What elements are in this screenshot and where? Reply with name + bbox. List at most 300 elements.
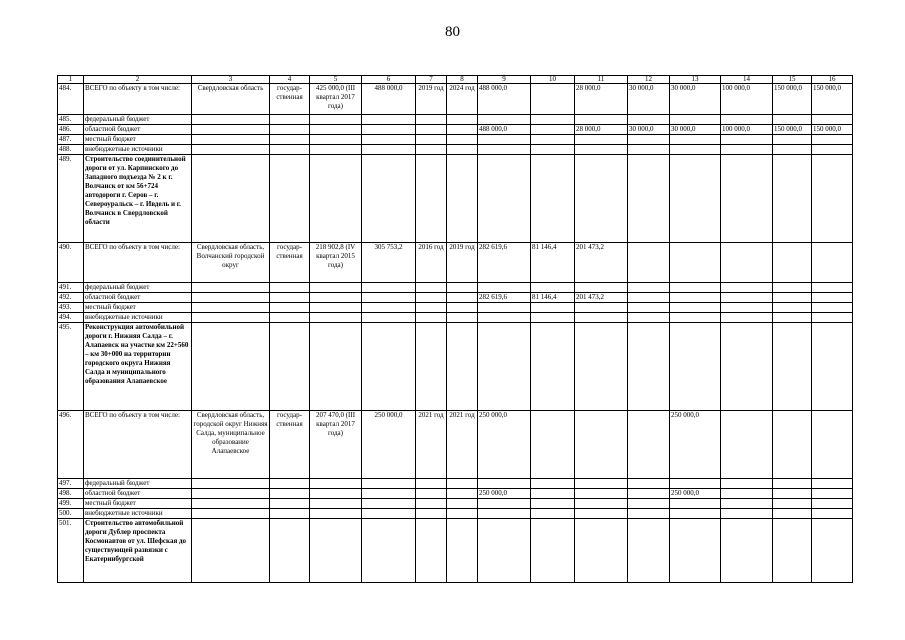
table-cell — [270, 479, 310, 489]
column-number-row — [58, 76, 853, 84]
table-cell — [773, 115, 812, 125]
table-cell — [628, 323, 670, 411]
table-cell — [416, 509, 447, 519]
table-cell — [670, 479, 721, 489]
table-cell — [270, 499, 310, 509]
table-cell — [192, 303, 270, 313]
table-cell — [270, 509, 310, 519]
table-cell: 250 000,0 — [478, 489, 531, 499]
table-cell — [192, 145, 270, 155]
row-name: внебюджетные источники — [84, 145, 192, 155]
table-cell — [812, 283, 853, 293]
row-name: Строительство соединительной дороги от ул. Карпинского до Западного подъезда № 2 к г. Волчанск от км 56+724 автодороги г. Серов – г. Североуральск – г. Ивдель и г. Волчанск в Свердловской области — [84, 155, 192, 243]
table-cell — [416, 479, 447, 489]
table-cell — [531, 145, 575, 155]
row-number: 487. — [58, 135, 84, 145]
table-cell — [531, 135, 575, 145]
table-cell — [575, 283, 628, 293]
table-cell — [531, 411, 575, 479]
row-name: ВСЕГО по объекту в том числе: — [84, 243, 192, 283]
table-cell: 2021 год — [416, 411, 447, 479]
table-cell — [447, 293, 478, 303]
table-row — [58, 303, 853, 313]
table-cell — [362, 323, 416, 411]
table-cell: 250 000,0 — [478, 411, 531, 479]
table-cell — [531, 84, 575, 115]
table-cell — [773, 499, 812, 509]
table-cell — [416, 125, 447, 135]
table-cell — [721, 323, 773, 411]
table-cell — [628, 313, 670, 323]
table-row — [58, 499, 853, 509]
table-row — [58, 135, 853, 145]
table-row — [58, 115, 853, 125]
table-cell — [670, 135, 721, 145]
table-cell — [192, 155, 270, 243]
row-number: 486. — [58, 125, 84, 135]
table-cell — [310, 135, 362, 145]
table-cell — [812, 489, 853, 499]
table-cell — [628, 489, 670, 499]
table-cell — [628, 411, 670, 479]
table-cell — [270, 155, 310, 243]
table-cell — [628, 115, 670, 125]
column-header: 16 — [812, 76, 853, 84]
table-cell — [721, 283, 773, 293]
table-cell — [812, 155, 853, 243]
row-name: областной бюджет — [84, 293, 192, 303]
table-cell — [478, 135, 531, 145]
table-cell — [416, 145, 447, 155]
table-cell — [416, 313, 447, 323]
table-cell — [531, 323, 575, 411]
table-cell — [721, 411, 773, 479]
table-cell — [310, 115, 362, 125]
table-cell: 2016 год — [416, 243, 447, 283]
table-cell — [628, 519, 670, 583]
table-cell — [575, 509, 628, 519]
table-cell — [670, 115, 721, 125]
table-cell — [270, 293, 310, 303]
table-cell — [310, 303, 362, 313]
table-cell: 201 473,2 — [575, 293, 628, 303]
table-cell — [192, 283, 270, 293]
table-cell — [670, 519, 721, 583]
table-cell — [192, 313, 270, 323]
table-cell — [447, 115, 478, 125]
table-cell — [531, 303, 575, 313]
table-cell — [416, 293, 447, 303]
table-cell — [478, 509, 531, 519]
table-cell — [270, 135, 310, 145]
row-name: федеральный бюджет — [84, 115, 192, 125]
table-cell — [670, 293, 721, 303]
table-cell — [721, 145, 773, 155]
table-cell — [721, 135, 773, 145]
table-cell — [416, 303, 447, 313]
table-cell — [531, 519, 575, 583]
table-cell: 150 000,0 — [773, 84, 812, 115]
table-cell — [721, 293, 773, 303]
table-cell — [812, 145, 853, 155]
column-header: 5 — [310, 76, 362, 84]
table-cell: 30 000,0 — [670, 84, 721, 115]
column-header: 1 — [58, 76, 84, 84]
table-cell — [721, 519, 773, 583]
table-cell — [773, 293, 812, 303]
table-cell: 488 000,0 — [362, 84, 416, 115]
table-cell — [270, 323, 310, 411]
table-cell: 150 000,0 — [812, 125, 853, 135]
table-cell: государ-ственная — [270, 411, 310, 479]
table-cell — [270, 313, 310, 323]
table-cell — [531, 489, 575, 499]
table-cell — [812, 499, 853, 509]
table-cell — [628, 499, 670, 509]
table-cell — [362, 519, 416, 583]
table-cell — [270, 519, 310, 583]
column-header: 8 — [447, 76, 478, 84]
row-number: 499. — [58, 499, 84, 509]
table-cell — [362, 509, 416, 519]
table-cell — [478, 323, 531, 411]
table-cell — [575, 115, 628, 125]
table-cell — [721, 115, 773, 125]
table-cell — [575, 135, 628, 145]
table-cell — [192, 125, 270, 135]
row-name: Строительство автомобильной дороги Дублер проспекта Космонавтов от ул. Шефская до существующей развязки с Екатеринбургской — [84, 519, 192, 583]
table-cell — [447, 489, 478, 499]
table-cell — [531, 155, 575, 243]
table-row — [58, 125, 853, 135]
table-cell — [447, 145, 478, 155]
table-cell — [310, 509, 362, 519]
table-cell — [270, 303, 310, 313]
table-cell — [416, 115, 447, 125]
row-name: местный бюджет — [84, 135, 192, 145]
table-cell: 150 000,0 — [812, 84, 853, 115]
column-header: 7 — [416, 76, 447, 84]
column-header: 11 — [575, 76, 628, 84]
column-header: 3 — [192, 76, 270, 84]
table-cell: Свердловская область, Волчанский городской округ — [192, 243, 270, 283]
table-cell — [812, 293, 853, 303]
table-cell — [531, 479, 575, 489]
table-cell — [812, 115, 853, 125]
table-cell — [628, 145, 670, 155]
table-cell — [628, 303, 670, 313]
table-cell: 30 000,0 — [628, 84, 670, 115]
table-cell — [478, 519, 531, 583]
table-cell: 218 902,8 (IV квартал 2015 года) — [310, 243, 362, 283]
table-row — [58, 489, 853, 499]
table-cell — [310, 479, 362, 489]
page-number: 80 — [445, 24, 460, 40]
table-cell — [416, 155, 447, 243]
table-cell — [362, 155, 416, 243]
table-cell — [362, 145, 416, 155]
table-cell — [670, 283, 721, 293]
row-number: 488. — [58, 145, 84, 155]
row-name: внебюджетные источники — [84, 313, 192, 323]
table-cell — [812, 303, 853, 313]
table-cell — [416, 323, 447, 411]
row-name: федеральный бюджет — [84, 283, 192, 293]
table-cell — [478, 479, 531, 489]
table-cell — [192, 135, 270, 145]
table-cell — [773, 489, 812, 499]
row-name: местный бюджет — [84, 499, 192, 509]
table-cell — [812, 323, 853, 411]
table-cell — [773, 145, 812, 155]
column-header: 9 — [478, 76, 531, 84]
table-cell — [721, 243, 773, 283]
table-cell — [447, 283, 478, 293]
table-cell — [310, 155, 362, 243]
table-cell — [670, 145, 721, 155]
table-cell: 250 000,0 — [670, 411, 721, 479]
table-cell: 81 146,4 — [531, 243, 575, 283]
row-number: 492. — [58, 293, 84, 303]
table-cell — [362, 499, 416, 509]
table-cell — [447, 303, 478, 313]
row-number: 500. — [58, 509, 84, 519]
row-name: областной бюджет — [84, 125, 192, 135]
table-cell — [192, 509, 270, 519]
table-cell — [670, 243, 721, 283]
table-row — [58, 84, 853, 115]
row-number: 497. — [58, 479, 84, 489]
table-cell — [773, 303, 812, 313]
table-cell — [531, 125, 575, 135]
table-cell — [192, 323, 270, 411]
table-cell: 488 000,0 — [478, 125, 531, 135]
table-cell — [773, 135, 812, 145]
table-cell — [721, 479, 773, 489]
table-cell — [310, 489, 362, 499]
row-number: 485. — [58, 115, 84, 125]
table-cell — [362, 489, 416, 499]
column-header: 6 — [362, 76, 416, 84]
row-number: 484. — [58, 84, 84, 115]
row-name: областной бюджет — [84, 489, 192, 499]
table-row — [58, 509, 853, 519]
table-row — [58, 145, 853, 155]
table-row — [58, 519, 853, 583]
table-cell — [721, 489, 773, 499]
table-cell: 28 000,0 — [575, 84, 628, 115]
table-cell: государ-ственная — [270, 84, 310, 115]
table-cell — [812, 243, 853, 283]
table-cell — [721, 509, 773, 519]
table-row — [58, 293, 853, 303]
table-cell — [575, 519, 628, 583]
table-cell — [531, 313, 575, 323]
table-cell — [478, 499, 531, 509]
table-cell — [192, 115, 270, 125]
table-cell — [628, 479, 670, 489]
table-cell — [447, 479, 478, 489]
table-cell — [270, 489, 310, 499]
table-cell — [670, 499, 721, 509]
table-cell — [812, 411, 853, 479]
table-cell — [362, 283, 416, 293]
table-cell: 201 473,2 — [575, 243, 628, 283]
table-cell — [812, 509, 853, 519]
table-cell — [447, 499, 478, 509]
table-cell — [575, 479, 628, 489]
table-cell — [721, 303, 773, 313]
table-cell — [812, 519, 853, 583]
table-cell — [447, 313, 478, 323]
table-cell — [310, 323, 362, 411]
table-row — [58, 411, 853, 479]
row-number: 489. — [58, 155, 84, 243]
column-header: 10 — [531, 76, 575, 84]
table-cell — [270, 283, 310, 293]
table-cell — [670, 509, 721, 519]
table-cell — [575, 489, 628, 499]
table-cell — [773, 411, 812, 479]
table-cell — [773, 283, 812, 293]
table-cell — [192, 519, 270, 583]
table-cell — [478, 145, 531, 155]
row-number: 496. — [58, 411, 84, 479]
table-cell: 2024 год — [447, 84, 478, 115]
table-cell: 30 000,0 — [628, 125, 670, 135]
table-cell — [270, 115, 310, 125]
table-cell: 250 000,0 — [670, 489, 721, 499]
table-cell — [670, 303, 721, 313]
table-cell — [362, 115, 416, 125]
table-cell — [310, 499, 362, 509]
table-cell — [192, 479, 270, 489]
table-cell — [531, 499, 575, 509]
table-cell: 425 000,0 (III квартал 2017 года) — [310, 84, 362, 115]
table-cell — [192, 499, 270, 509]
table-cell — [721, 155, 773, 243]
table-row — [58, 283, 853, 293]
row-name: местный бюджет — [84, 303, 192, 313]
column-header: 15 — [773, 76, 812, 84]
table-cell — [310, 293, 362, 303]
table-cell — [416, 283, 447, 293]
table-cell — [270, 125, 310, 135]
table-cell: 81 146,4 — [531, 293, 575, 303]
table-cell — [575, 145, 628, 155]
table-cell — [362, 125, 416, 135]
table-row — [58, 313, 853, 323]
table-cell — [192, 489, 270, 499]
table-cell — [721, 499, 773, 509]
table-cell: Свердловская область, городской округ Нижняя Салда, муниципальное образование Алапаевское — [192, 411, 270, 479]
row-name: ВСЕГО по объекту в том числе: — [84, 411, 192, 479]
column-header: 14 — [721, 76, 773, 84]
table-cell: государ-ственная — [270, 243, 310, 283]
table-cell — [310, 145, 362, 155]
row-name: ВСЕГО по объекту в том числе: — [84, 84, 192, 115]
table-cell — [447, 509, 478, 519]
table-cell — [362, 135, 416, 145]
table-cell — [812, 135, 853, 145]
table-cell — [773, 509, 812, 519]
table-cell — [192, 293, 270, 303]
table-cell — [628, 155, 670, 243]
row-number: 498. — [58, 489, 84, 499]
table-cell — [670, 323, 721, 411]
table-cell: 100 000,0 — [721, 125, 773, 135]
column-header: 4 — [270, 76, 310, 84]
table-cell — [416, 499, 447, 509]
table-cell: Свердловская область — [192, 84, 270, 115]
table-cell — [575, 323, 628, 411]
table-cell — [447, 519, 478, 583]
table-cell — [478, 155, 531, 243]
row-name: Реконструкция автомобильной дороги г. Нижняя Салда – г. Алапаевск на участке км 22+560 – км 30+000 на территории городского округа Нижняя Салда и муниципального образования Алапаевское — [84, 323, 192, 411]
table-cell — [628, 243, 670, 283]
table-cell: 282 619,6 — [478, 243, 531, 283]
table-cell: 305 753,2 — [362, 243, 416, 283]
table-cell: 150 000,0 — [773, 125, 812, 135]
row-name: внебюджетные источники — [84, 509, 192, 519]
table-row — [58, 323, 853, 411]
table-cell — [310, 313, 362, 323]
table-cell — [416, 489, 447, 499]
table-cell — [270, 145, 310, 155]
table-cell: 282 619,6 — [478, 293, 531, 303]
table-cell: 2019 год — [416, 84, 447, 115]
table-cell — [773, 155, 812, 243]
table-row — [58, 479, 853, 489]
table-cell — [773, 243, 812, 283]
table-cell — [447, 125, 478, 135]
table-cell — [721, 313, 773, 323]
row-number: 491. — [58, 283, 84, 293]
table-cell — [628, 509, 670, 519]
table-cell: 207 470,0 (III квартал 2017 года) — [310, 411, 362, 479]
table-cell — [531, 283, 575, 293]
table-cell — [670, 155, 721, 243]
table-cell — [416, 135, 447, 145]
table-cell — [773, 323, 812, 411]
table-cell — [447, 323, 478, 411]
table-cell — [478, 303, 531, 313]
table-cell — [478, 283, 531, 293]
table-cell — [416, 519, 447, 583]
column-header: 12 — [628, 76, 670, 84]
table-cell — [773, 519, 812, 583]
table-cell: 28 000,0 — [575, 125, 628, 135]
row-number: 501. — [58, 519, 84, 583]
table-cell — [362, 479, 416, 489]
table-cell — [310, 283, 362, 293]
table-cell — [628, 293, 670, 303]
table-cell — [575, 499, 628, 509]
table-cell — [628, 283, 670, 293]
table-cell: 2021 год — [447, 411, 478, 479]
table-cell — [447, 135, 478, 145]
row-number: 495. — [58, 323, 84, 411]
table-cell — [575, 411, 628, 479]
table-cell — [362, 293, 416, 303]
table-row — [58, 243, 853, 283]
row-number: 493. — [58, 303, 84, 313]
table-cell — [628, 135, 670, 145]
table-cell: 488 000,0 — [478, 84, 531, 115]
column-header: 2 — [84, 76, 192, 84]
table-cell — [575, 313, 628, 323]
table-cell — [773, 313, 812, 323]
